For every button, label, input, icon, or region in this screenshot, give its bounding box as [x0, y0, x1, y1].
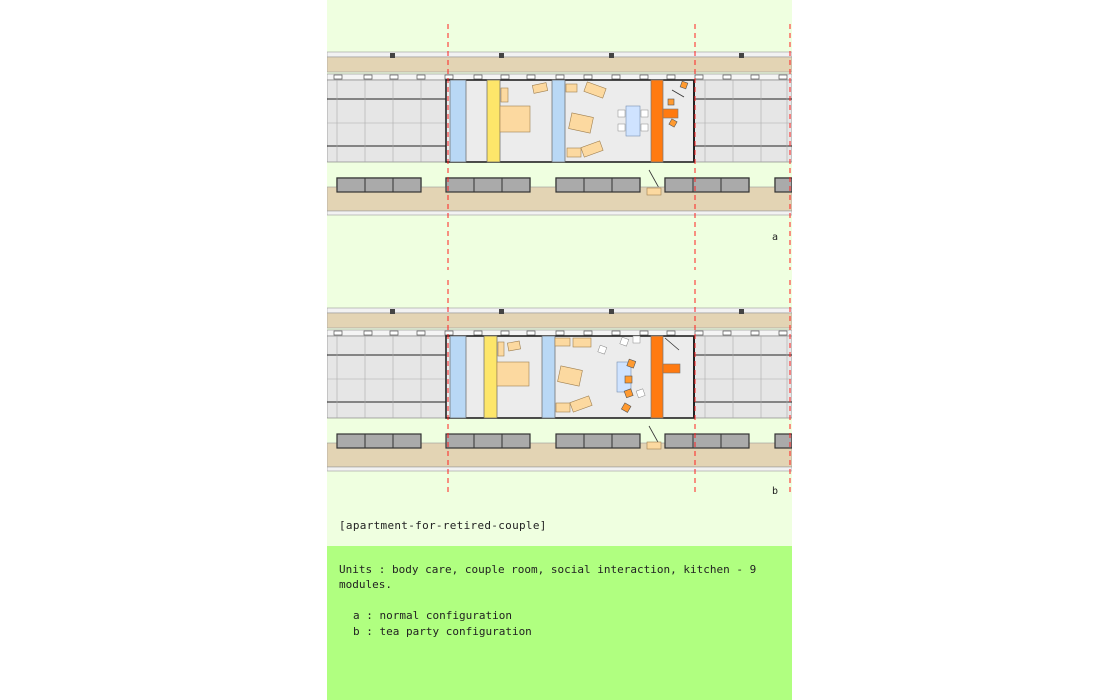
description-panel: [327, 546, 792, 700]
drawing-caption: [apartment-for-retired-couple]: [339, 519, 547, 532]
plan-label-a: a: [771, 232, 778, 243]
config-b-text: b : tea party configuration: [353, 625, 532, 638]
floor-plan-a-drawing: [327, 22, 792, 272]
floor-plan-b-drawing: [327, 278, 792, 528]
config-a-text: a : normal configuration: [353, 609, 512, 622]
units-description: Units : body care, couple room, social interaction, kitchen - 9 modules.: [339, 563, 757, 591]
floor-plan-b: [327, 278, 792, 528]
floor-plan-a: [327, 22, 792, 272]
configuration-list: [353, 608, 532, 640]
drawing-sheet: [327, 0, 792, 700]
plan-label-b: b: [771, 486, 778, 497]
